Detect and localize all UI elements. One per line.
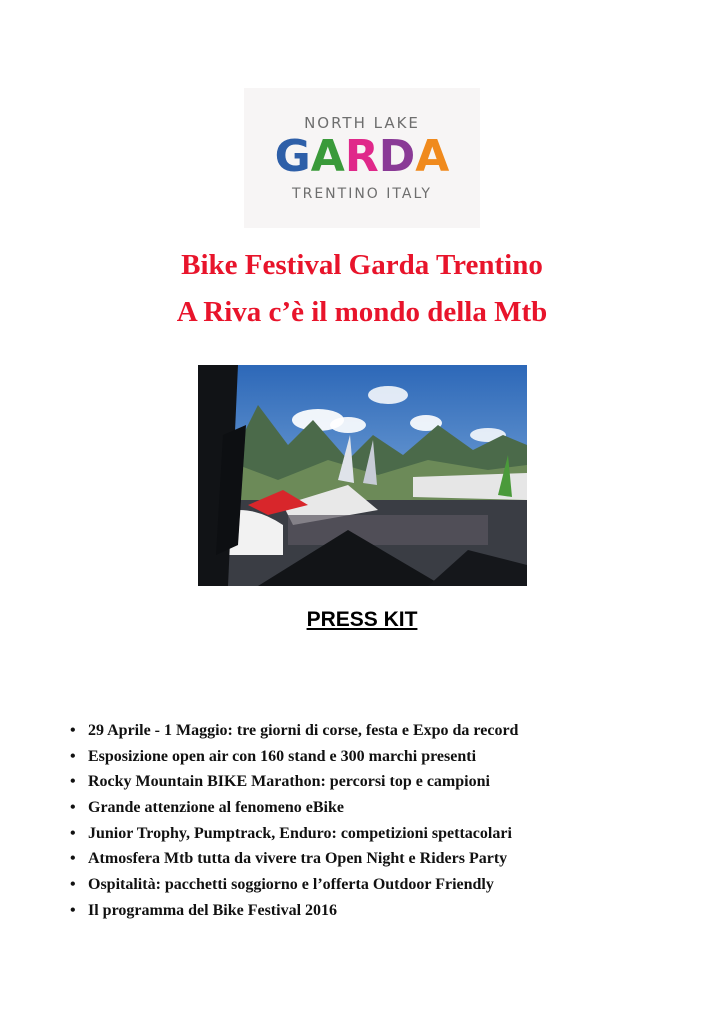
list-item <box>70 769 518 795</box>
list-item <box>70 718 518 744</box>
list-item <box>70 872 518 898</box>
title-line-1: Bike Festival Garda Trentino <box>181 249 543 281</box>
title-line-2: A Riva c’è il mondo della Mtb <box>176 296 548 328</box>
list-item <box>70 795 518 821</box>
bullet: • <box>70 773 76 791</box>
highlights-list <box>70 718 518 924</box>
list-item-text: Esposizione open air con 160 stand e 300 marchi presenti <box>88 747 477 765</box>
press-kit-heading <box>0 608 724 632</box>
list-item <box>70 821 518 847</box>
list-item-text: 29 Aprile - 1 Maggio: tre giorni di corse, festa e Expo da record <box>88 722 519 739</box>
bullet: • <box>70 747 76 765</box>
logo-word <box>262 132 462 182</box>
festival-expo-photo <box>198 365 527 586</box>
bullet: • <box>70 876 76 894</box>
bullet: • <box>70 799 76 817</box>
logo-letter: A <box>310 131 345 182</box>
list-item-text: Ospitalità: pacchetti soggiorno e l’offerta Outdoor Friendly <box>88 876 494 894</box>
north-lake-garda-logo <box>244 88 480 228</box>
list-item-text: Il programma del Bike Festival 2016 <box>88 901 338 919</box>
bullet: • <box>70 722 76 739</box>
bullet: • <box>70 824 76 842</box>
logo-letter: D <box>378 131 416 182</box>
bullet: • <box>70 850 76 868</box>
logo-bottom-line: TRENTINO ITALY <box>292 186 432 202</box>
logo-top-line: NORTH LAKE <box>304 114 420 132</box>
bullet: • <box>70 901 76 919</box>
list-item-text: Junior Trophy, Pumptrack, Enduro: competizioni spettacolari <box>88 824 512 842</box>
list-item <box>70 898 518 924</box>
list-item <box>70 744 518 770</box>
list-item <box>70 846 518 872</box>
logo-letter: G <box>274 131 311 182</box>
list-item-text: Atmosfera Mtb tutta da vivere tra Open Night e Riders Party <box>88 850 508 868</box>
logo-letter: R <box>344 131 379 182</box>
list-item-text: Rocky Mountain BIKE Marathon: percorsi top e campioni <box>88 773 490 791</box>
press-kit-label: PRESS KIT <box>306 608 418 631</box>
list-item-text: Grande attenzione al fenomeno eBike <box>88 799 344 817</box>
logo-letter: A <box>415 131 450 182</box>
